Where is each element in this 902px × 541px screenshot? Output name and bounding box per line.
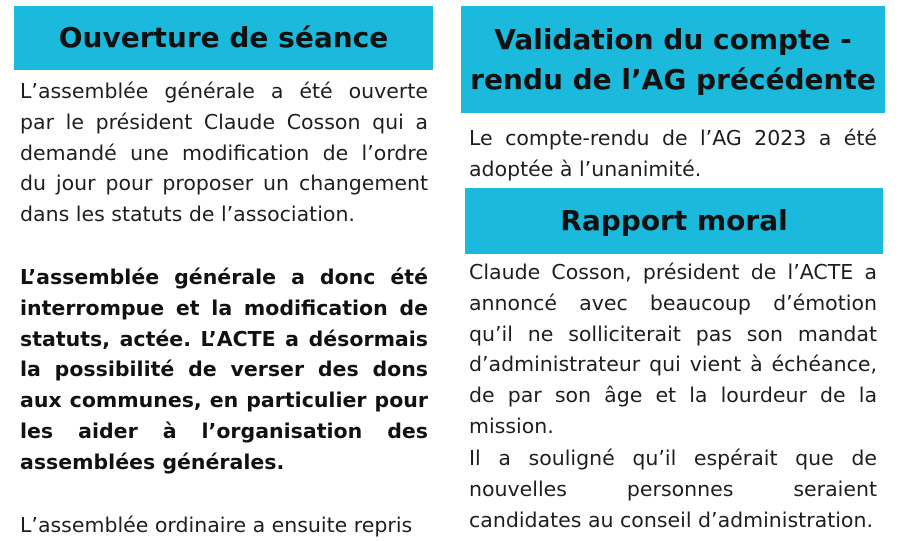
heading-ouverture-de-seance [14, 6, 433, 70]
validation-paragraph: Le compte-rendu de l’AG 2023 a été adoptée à l’unanimité. [469, 126, 877, 181]
rapport-paragraph-2: Il a souligné qu’il espérait que de nouvelles personnes seraient candidates au conseil d’administration. [469, 446, 877, 532]
rapport-paragraph-1: Claude Cosson, président de l’ACTE a annoncé avec beaucoup d’émotion qu’il ne solliciterait pas son mandat d’administrateur qui vient à échéance, de par son âge et la lourdeur de la mission. [469, 260, 877, 438]
ouverture-paragraph-3: L’assemblée ordinaire a ensuite repris [20, 513, 413, 537]
ouverture-paragraph-1: L’assemblée générale a été ouverte par le président Claude Cosson qui a demandé une modification de l’ordre du jour pour proposer un changement dans les statuts de l’association. [20, 79, 428, 227]
heading-validation-compte-rendu [461, 6, 885, 113]
ouverture-paragraph-2-bold: L’assemblée générale a donc été interrompue et la modification de statuts, actée. L’ACTE a désormais la possibilité de verser des dons aux communes, en particulier pour les aider à l’organisation des assemblées générales. [20, 265, 428, 474]
heading-ouverture-text: Ouverture de séance [58, 21, 389, 54]
heading-rapport-moral [465, 188, 883, 254]
heading-rapport-text: Rapport moral [560, 204, 788, 237]
heading-validation-text: Validation du compte - rendu de l’AG précédente [470, 22, 876, 96]
